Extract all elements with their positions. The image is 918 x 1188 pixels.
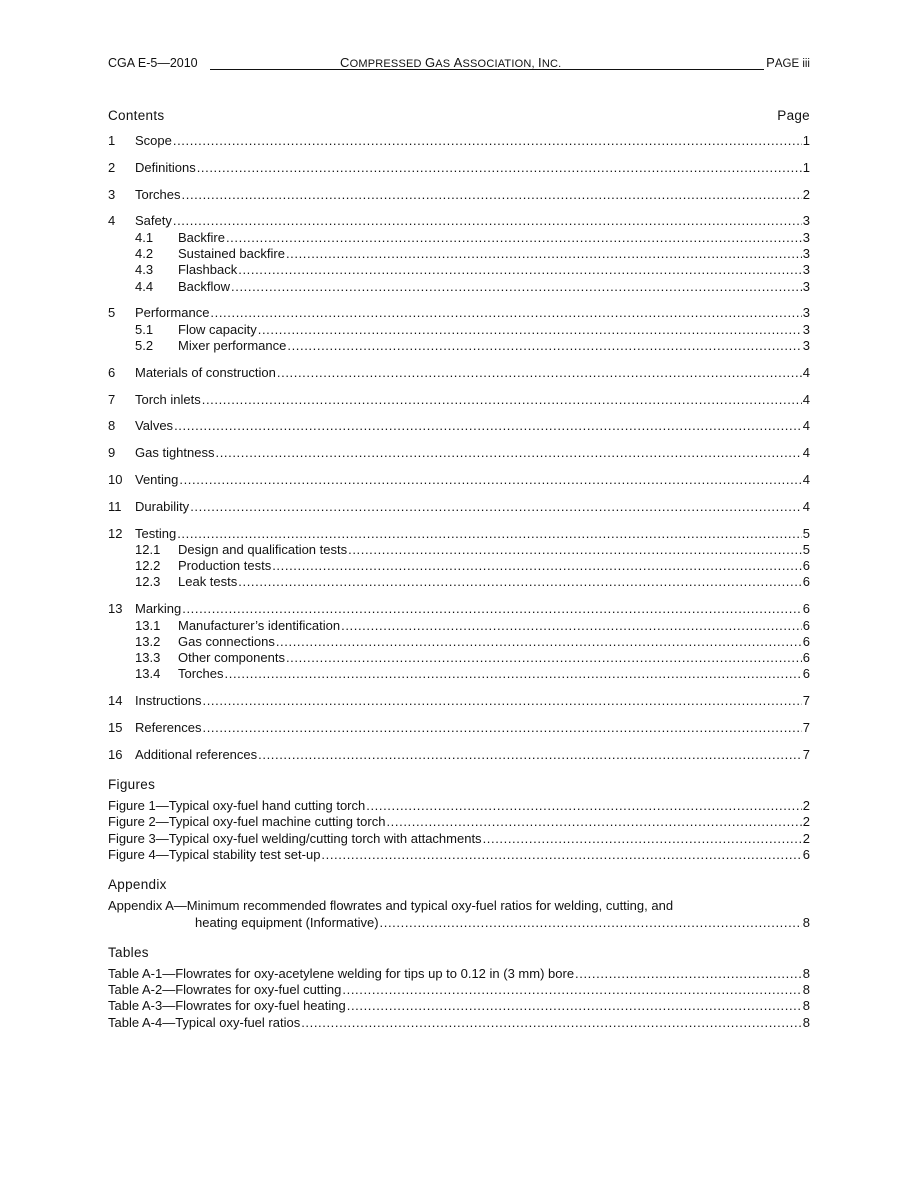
toc-section-entry[interactable]	[108, 418, 810, 434]
contents-list	[108, 133, 810, 763]
entry-page: 4	[802, 498, 810, 514]
entry-page: 4	[802, 445, 810, 461]
appendix-entry-page: 8	[802, 914, 810, 930]
figures-list	[108, 798, 810, 863]
table-entry[interactable]	[108, 966, 810, 982]
entry-title: Manufacturer’s identification	[178, 617, 341, 633]
dot-leader	[348, 542, 802, 558]
entry-title: Figure 1—Typical oxy-fuel hand cutting torch	[108, 798, 366, 814]
entry-title: Materials of construction	[135, 364, 276, 380]
entry-page: 3	[802, 278, 810, 294]
entry-title: Torches	[178, 666, 224, 682]
entry-title: Sustained backfire	[178, 245, 285, 261]
page-column-label: Page	[777, 108, 810, 123]
group-spacer	[108, 354, 810, 365]
toc-subsection-entry[interactable]	[108, 650, 810, 666]
entry-title: Torch inlets	[135, 391, 201, 407]
entry-number: 15	[108, 720, 123, 736]
group-spacer	[108, 461, 810, 472]
dot-leader	[287, 338, 801, 354]
dot-leader	[182, 601, 802, 617]
toc-section-entry[interactable]	[108, 747, 810, 763]
entry-number: 12.2	[135, 558, 161, 574]
dot-leader	[210, 305, 801, 321]
toc-section-entry[interactable]	[108, 720, 810, 736]
toc-subsection-entry[interactable]	[108, 322, 810, 338]
toc-subsection-entry[interactable]	[108, 542, 810, 558]
group-spacer	[108, 488, 810, 499]
dot-leader	[301, 1015, 802, 1031]
toc-section-entry[interactable]	[108, 526, 810, 542]
dot-leader	[173, 213, 802, 229]
entry-title: References	[135, 720, 202, 736]
dot-leader	[190, 499, 802, 515]
toc-section-entry[interactable]	[108, 187, 810, 203]
dot-leader	[347, 998, 802, 1014]
toc-section-entry[interactable]	[108, 213, 810, 229]
group-spacer	[108, 591, 810, 602]
entry-page: 2	[802, 830, 810, 846]
entry-title: Venting	[135, 471, 179, 487]
entry-title: Marking	[135, 601, 182, 617]
entry-title: Testing	[135, 525, 177, 541]
entry-title: Design and qualification tests	[178, 541, 348, 557]
group-spacer	[108, 381, 810, 392]
group-spacer	[108, 295, 810, 306]
dot-leader	[173, 133, 802, 149]
dot-leader	[258, 747, 802, 763]
toc-subsection-entry[interactable]	[108, 574, 810, 590]
entry-number: 10	[108, 471, 123, 487]
toc-subsection-entry[interactable]	[108, 558, 810, 574]
entry-number: 9	[108, 445, 116, 461]
entry-title: Additional references	[135, 746, 258, 762]
figure-entry[interactable]	[108, 831, 810, 847]
figure-entry[interactable]	[108, 814, 810, 830]
entry-page: 3	[802, 337, 810, 353]
toc-section-entry[interactable]	[108, 392, 810, 408]
dot-leader	[182, 187, 802, 203]
figures-heading: Figures	[108, 777, 156, 793]
entry-page: 6	[802, 574, 810, 590]
figures-heading-row	[108, 777, 810, 792]
dot-leader	[179, 472, 801, 488]
dot-leader	[575, 966, 802, 982]
dot-leader	[231, 279, 802, 295]
entry-number: 4.1	[135, 229, 154, 245]
entry-number: 2	[108, 159, 116, 175]
toc-subsection-entry[interactable]	[108, 262, 810, 278]
dot-leader	[286, 650, 802, 666]
toc-section-entry[interactable]	[108, 693, 810, 709]
entry-page: 3	[802, 305, 810, 321]
entry-title: Table A-1—Flowrates for oxy-acetylene welding for tips up to 0.12 in (3 mm) bore	[108, 965, 575, 981]
dot-leader	[321, 847, 801, 863]
entry-number: 13.2	[135, 633, 161, 649]
dot-leader	[197, 160, 802, 176]
entry-title: Production tests	[178, 558, 272, 574]
entry-title: Performance	[135, 305, 210, 321]
dot-leader	[341, 618, 802, 634]
entry-page: 4	[802, 471, 810, 487]
appendix-heading-row	[108, 877, 810, 892]
group-spacer	[108, 203, 810, 214]
toc-subsection-entry[interactable]	[108, 666, 810, 682]
toc-section-entry[interactable]	[108, 365, 810, 381]
entry-title: Gas tightness	[135, 445, 215, 461]
contents-heading: Contents	[108, 108, 165, 123]
entry-page: 2	[802, 814, 810, 830]
appendix-entry[interactable]	[108, 898, 810, 931]
toc-section-entry[interactable]	[108, 472, 810, 488]
table-entry[interactable]	[108, 1015, 810, 1031]
entry-page: 4	[802, 391, 810, 407]
entry-title: Backfire	[178, 229, 225, 245]
toc-section-entry[interactable]	[108, 305, 810, 321]
entry-title: Backflow	[178, 278, 231, 294]
tables-heading: Tables	[108, 944, 149, 960]
entry-number: 6	[108, 364, 116, 380]
entry-page: 5	[802, 541, 810, 557]
toc-subsection-entry[interactable]	[108, 279, 810, 295]
entry-number: 12	[108, 525, 123, 541]
entry-number: 11	[108, 498, 122, 514]
toc-section-entry[interactable]	[108, 445, 810, 461]
toc-subsection-entry[interactable]	[108, 338, 810, 354]
dot-leader	[277, 365, 802, 381]
entry-title: Gas connections	[178, 633, 275, 649]
figure-entry[interactable]	[108, 798, 810, 814]
entry-page: 3	[802, 213, 810, 229]
group-spacer	[108, 736, 810, 747]
entry-page: 8	[802, 998, 810, 1014]
appendix-entry-title-cont: heating equipment (Informative)	[195, 914, 379, 930]
dot-leader	[202, 720, 801, 736]
toc-subsection-entry[interactable]	[108, 246, 810, 262]
entry-number: 7	[108, 391, 116, 407]
dot-leader	[238, 574, 802, 590]
table-entry[interactable]	[108, 998, 810, 1014]
entry-title: Figure 2—Typical oxy-fuel machine cutting torch	[108, 814, 386, 830]
entry-title: Scope	[135, 133, 172, 148]
entry-title: Leak tests	[178, 574, 238, 590]
dot-leader	[380, 915, 802, 931]
entry-page: 6	[802, 633, 810, 649]
group-spacer	[108, 435, 810, 446]
entry-number: 13	[108, 601, 123, 617]
entry-title: Torches	[135, 186, 181, 202]
entry-title: Other components	[178, 650, 285, 666]
group-spacer	[108, 408, 810, 419]
dot-leader	[258, 322, 802, 338]
dot-leader	[177, 526, 802, 542]
entry-page: 8	[802, 1014, 810, 1030]
organization-name: COMPRESSED GAS ASSOCIATION, INC.	[340, 55, 562, 70]
group-spacer	[108, 176, 810, 187]
appendix-entry-line1: Appendix A—Minimum recommended flowrates and typical oxy-fuel ratios for welding, cutting, and	[108, 898, 674, 914]
entry-page: 3	[802, 321, 810, 337]
entry-title: Table A-3—Flowrates for oxy-fuel heating	[108, 998, 346, 1014]
entry-page: 3	[802, 229, 810, 245]
entry-page: 4	[802, 418, 810, 434]
entry-number: 13.4	[135, 666, 161, 682]
entry-number: 4.2	[135, 245, 154, 261]
appendix-entry-line2	[108, 915, 810, 931]
dot-leader	[276, 634, 802, 650]
entry-number: 5.2	[135, 337, 154, 353]
toc-section-entry[interactable]	[108, 133, 810, 149]
entry-page: 7	[802, 746, 810, 762]
toc-subsection-entry[interactable]	[108, 618, 810, 634]
entry-page: 3	[802, 245, 810, 261]
entry-page: 6	[802, 666, 810, 682]
tables-list	[108, 966, 810, 1031]
entry-number: 4.3	[135, 262, 154, 278]
entry-page: 8	[802, 982, 810, 998]
toc-subsection-entry[interactable]	[108, 230, 810, 246]
entry-page: 6	[802, 847, 810, 862]
entry-page: 1	[802, 159, 810, 175]
toc-subsection-entry[interactable]	[108, 634, 810, 650]
dot-leader	[342, 982, 801, 998]
group-spacer	[108, 149, 810, 160]
dot-leader	[202, 392, 802, 408]
entry-page: 6	[802, 617, 810, 633]
entry-page: 7	[802, 693, 810, 709]
page-header	[108, 55, 810, 71]
dot-leader	[286, 246, 802, 262]
entry-title: Table A-4—Typical oxy-fuel ratios	[108, 1014, 301, 1030]
dot-leader	[174, 418, 802, 434]
entry-page: 6	[802, 558, 810, 574]
group-spacer	[108, 710, 810, 721]
entry-number: 14	[108, 693, 123, 709]
dot-leader	[386, 814, 801, 830]
entry-title: Flashback	[178, 262, 238, 278]
dot-leader	[216, 445, 802, 461]
entry-number: 1	[108, 133, 116, 148]
table-of-contents	[108, 108, 810, 1031]
entry-title: Flow capacity	[178, 321, 257, 337]
dot-leader	[366, 798, 802, 814]
entry-title: Figure 3—Typical oxy-fuel welding/cutting torch with attachments	[108, 830, 482, 846]
figure-entry[interactable]	[108, 847, 810, 863]
entry-number: 3	[108, 186, 116, 202]
table-entry[interactable]	[108, 982, 810, 998]
entry-page: 2	[802, 798, 810, 814]
entry-number: 12.1	[135, 541, 161, 557]
appendix-heading: Appendix	[108, 877, 167, 893]
entry-page: 4	[802, 364, 810, 380]
entry-number: 4	[108, 213, 116, 229]
entry-number: 5.1	[135, 321, 154, 337]
dot-leader	[226, 230, 802, 246]
entry-title: Safety	[135, 213, 172, 229]
entry-page: 7	[802, 720, 810, 736]
contents-heading-row	[108, 108, 810, 123]
dot-leader	[483, 831, 802, 847]
dot-leader	[202, 693, 801, 709]
document-id: CGA E-5—2010	[108, 56, 198, 70]
entry-number: 4.4	[135, 278, 154, 294]
entry-number: 8	[108, 418, 116, 434]
entry-page: 1	[802, 133, 810, 148]
entry-title: Mixer performance	[178, 337, 287, 353]
entry-page: 6	[802, 650, 810, 666]
entry-page: 8	[802, 965, 810, 981]
entry-page: 2	[802, 186, 810, 202]
entry-title: Figure 4—Typical stability test set-up	[108, 847, 321, 862]
group-spacer	[108, 515, 810, 526]
entry-number: 13.3	[135, 650, 161, 666]
entry-title: Definitions	[135, 159, 196, 175]
toc-section-entry[interactable]	[108, 160, 810, 176]
entry-number: 16	[108, 746, 123, 762]
entry-title: Table A-2—Flowrates for oxy-fuel cutting	[108, 982, 342, 998]
entry-number: 13.1	[135, 617, 161, 633]
entry-number: 5	[108, 305, 116, 321]
entry-title: Valves	[135, 418, 174, 434]
entry-title: Durability	[135, 498, 190, 514]
group-spacer	[108, 683, 810, 694]
toc-section-entry[interactable]	[108, 601, 810, 617]
entry-number: 12.3	[135, 574, 161, 590]
entry-page: 3	[802, 262, 810, 278]
entry-page: 5	[802, 525, 810, 541]
dot-leader	[238, 262, 802, 278]
dot-leader	[225, 666, 802, 682]
entry-title: Instructions	[135, 693, 202, 709]
entry-page: 6	[802, 601, 810, 617]
dot-leader	[272, 558, 802, 574]
page-number: PAGE iii	[766, 55, 810, 70]
tables-heading-row	[108, 945, 810, 960]
toc-section-entry[interactable]	[108, 499, 810, 515]
